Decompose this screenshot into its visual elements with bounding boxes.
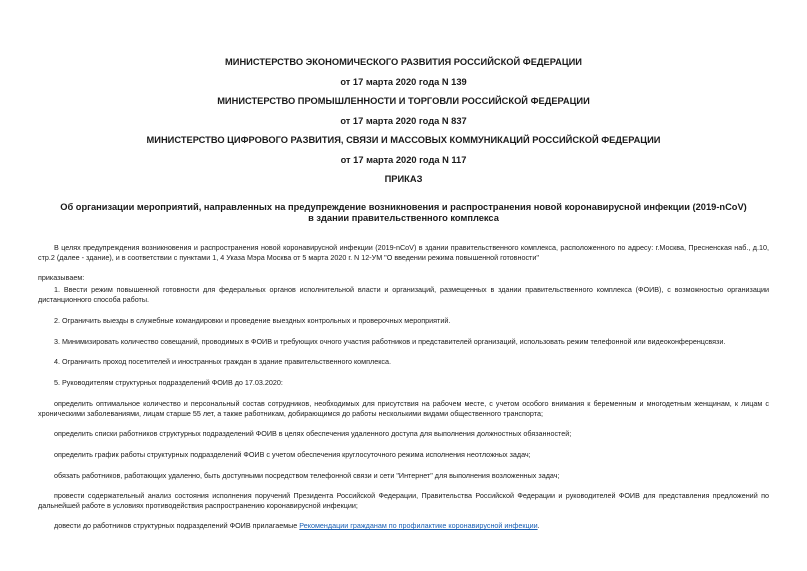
order-date-digital: от 17 марта 2020 года N 117	[340, 155, 467, 165]
order-item-2: 2. Ограничить выезды в служебные командировки и проведение выездных контрольных и проверочных мероприятий.	[54, 316, 451, 325]
recommendations-suffix: .	[537, 521, 540, 530]
recommendations-prefix: довести до работников структурных подразделений ФОИВ прилагаемые	[54, 521, 300, 530]
preamble-paragraph: В целях предупреждения возникновения и распространения новой коронавирусной инфекции (2019-nCoV) в здании правительственного комплекса, расположенного по адресу: г.Москва, Пресненская наб., д.10, стр.2 (далее - здание), и в соответствии с пунктами 1, 4 Указа Мэра Москва от 5 марта 2020 г. N 12-УМ "О введении режима повышенной готовности"	[38, 243, 769, 262]
document-subject: Об организации мероприятий, направленных на предупреждение возникновения и распространения новой коронавирусной инфекции (2019-nCoV) в здании правительственного комплекса	[60, 202, 747, 223]
order-item-1: 1. Ввести режим повышенной готовности для федеральных органов исполнительной власти и организаций, размещенных в здании правительственного комплекса (ФОИВ), с возможностью организации дистанционного способа работы.	[38, 285, 769, 304]
order-item-3: 3. Минимизировать количество совещаний, проводимых в ФОИВ и требующих очного участия работников и представителей организаций, использовать режим телефонной или видеоконференцсвязи.	[54, 337, 726, 346]
order-subitem-staff: определить оптимальное количество и персональный состав сотрудников, необходимых для присутствия на рабочем месте, с учетом особого внимания к беременным и многодетным женщинам, к лицам с хроническими заболеваниями, лицам старше 55 лет, а также работникам, добирающимся до работы несколькими видами общественного транспорта;	[38, 399, 769, 418]
ministry-economic-heading: МИНИСТЕРСТВО ЭКОНОМИЧЕСКОГО РАЗВИТИЯ РОССИЙСКОЙ ФЕДЕРАЦИИ	[225, 57, 582, 67]
document-type-heading: ПРИКАЗ	[384, 174, 423, 184]
order-subitem-recommendations	[38, 521, 769, 531]
order-item-5: 5. Руководителям структурных подразделений ФОИВ до 17.03.2020:	[54, 378, 283, 387]
ministry-digital-heading: МИНИСТЕРСТВО ЦИФРОВОГО РАЗВИТИЯ, СВЯЗИ И МАССОВЫХ КОММУНИКАЦИЙ РОССИЙСКОЙ ФЕДЕРАЦИИ	[146, 135, 661, 145]
order-subitem-schedule: определить график работы структурных подразделений ФОИВ с учетом обеспечения круглосуточного режима исполнения неотложных задач;	[54, 450, 531, 459]
order-date-industry: от 17 марта 2020 года N 837	[340, 116, 467, 126]
order-item-4: 4. Ограничить проход посетителей и иностранных граждан в здание правительственного комплекса.	[54, 357, 392, 366]
ministry-industry-heading: МИНИСТЕРСТВО ПРОМЫШЛЕННОСТИ И ТОРГОВЛИ РОССИЙСКОЙ ФЕДЕРАЦИИ	[217, 96, 590, 106]
recommendations-link[interactable]: Рекомендации гражданам по профилактике коронавирусной инфекции	[299, 521, 538, 530]
order-word: приказываем:	[38, 273, 85, 282]
order-subitem-remote-lists: определить списки работников структурных подразделений ФОИВ в целях обеспечения удаленного доступа для выполнения должностных обязанностей;	[54, 429, 572, 438]
order-subitem-availability: обязать работников, работающих удаленно, быть доступными посредством телефонной связи и сети "Интернет" для выполнения возложенных задач;	[54, 471, 560, 480]
order-date-economic: от 17 марта 2020 года N 139	[340, 77, 467, 87]
order-subitem-analysis: провести содержательный анализ состояния исполнения поручений Президента Российской Федерации, Правительства Российской Федерации и руководителей ФОИВ для представления предложений по дальнейшей работе в условиях противодействия распространению коронавирусной инфекции;	[38, 491, 769, 510]
